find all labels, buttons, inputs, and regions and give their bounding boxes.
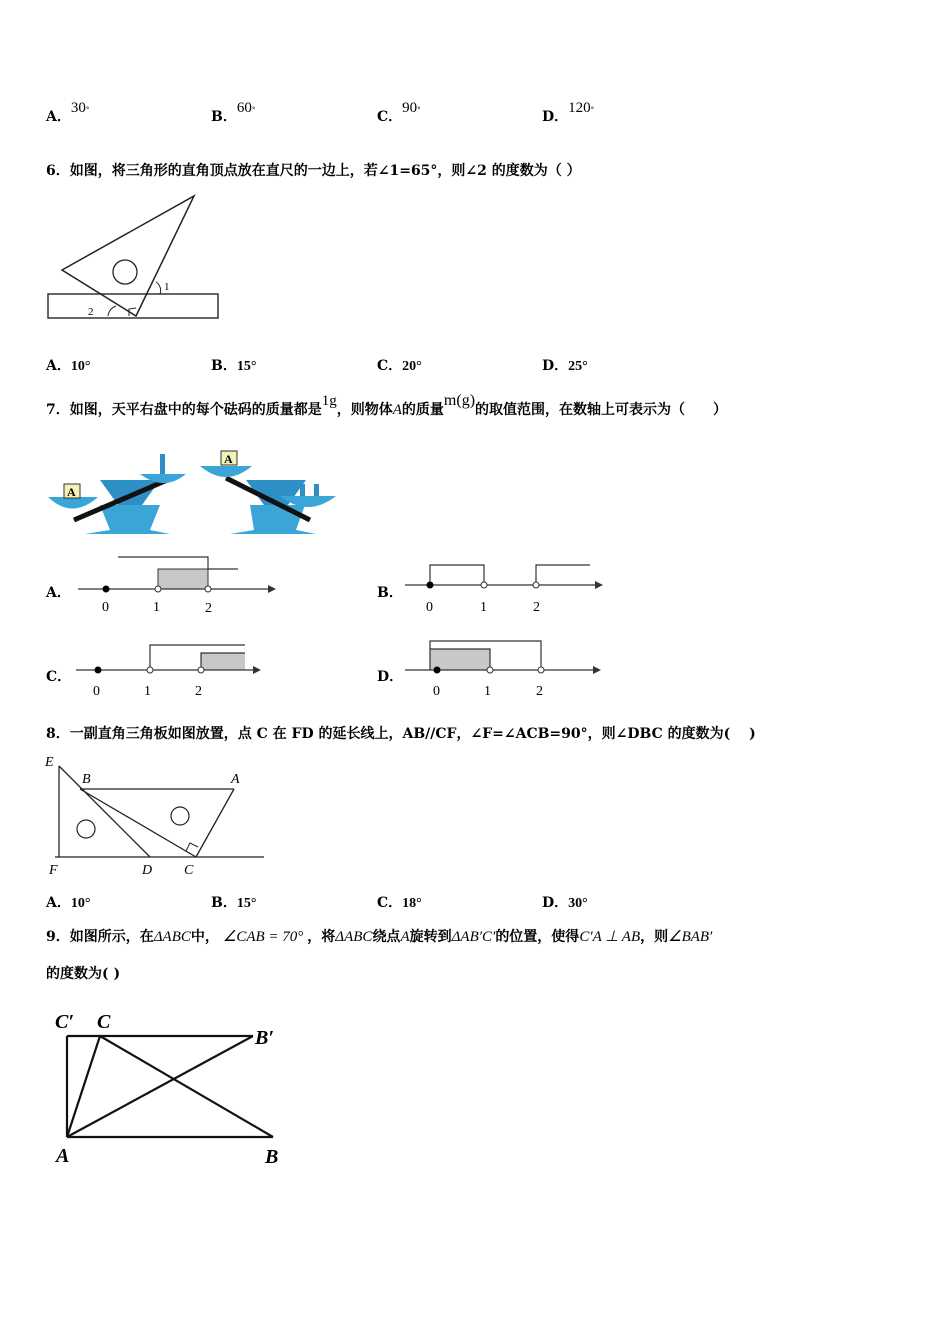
svg-text:F: F — [49, 863, 58, 878]
svg-text:0: 0 — [433, 684, 440, 699]
svg-text:0: 0 — [102, 600, 109, 615]
q7-option-c-letter: C． — [46, 669, 72, 685]
q6-option-c: C．20° — [377, 358, 422, 374]
svg-text:A: A — [231, 772, 240, 787]
q9-question-text: 9．如图所示，在ΔABC中， ∠CAB = 70° ，将ΔABC绕点A旋转到ΔAB′C′的位置，使得C′A ⊥ AB，则∠BAB′ — [46, 929, 713, 945]
svg-text:C′: C′ — [55, 1011, 74, 1033]
svg-text:2: 2 — [195, 684, 202, 699]
svg-text:A: A — [56, 1145, 70, 1167]
svg-text:2: 2 — [533, 600, 540, 615]
svg-text:1: 1 — [144, 684, 151, 699]
q6-option-a: A．10° — [46, 358, 91, 374]
q5-option-c: C．90° — [377, 100, 421, 125]
q9-question-text-line2: 的度数为( ) — [46, 966, 121, 982]
q6-option-b: B．15° — [211, 358, 257, 374]
q8-question-text: 8．一副直角三角板如图放置，点 C 在 FD 的延长线上，AB//CF，∠F=∠ACB=90°，则∠DBC 的度数为( ) — [46, 726, 756, 742]
q7-block-label-left: A — [67, 485, 76, 499]
q6-question-text: 6．如图，将三角形的直角顶点放在直尺的一边上，若∠1=65°，则∠2 的度数为（ ） — [46, 163, 581, 179]
svg-text:0: 0 — [93, 684, 100, 699]
q5-option-a: A．30° — [46, 100, 90, 125]
svg-text:2: 2 — [536, 684, 543, 699]
svg-text:1: 1 — [484, 684, 491, 699]
q6-angle1-label: 1 — [164, 281, 170, 293]
q7-question-text: 7．如图，天平右盘中的每个砝码的质量都是1g，则物体A的质量m(g)的取值范围，在数轴上可表示为（ ） — [46, 392, 728, 418]
q8-option-b: B．15° — [211, 895, 257, 911]
q5-option-d: D．120° — [542, 100, 595, 125]
q5-option-b: B．60° — [211, 100, 256, 125]
svg-text:B: B — [265, 1146, 279, 1168]
svg-text:C: C — [97, 1011, 111, 1033]
svg-text:0: 0 — [426, 600, 433, 615]
svg-text:B′: B′ — [255, 1027, 274, 1049]
svg-text:1: 1 — [153, 600, 160, 615]
q7-block-label-right: A — [224, 452, 233, 466]
q7-option-d-letter: D． — [377, 669, 404, 685]
q8-option-c: C．18° — [377, 895, 422, 911]
svg-text:B: B — [82, 772, 91, 787]
svg-text:1: 1 — [480, 600, 487, 615]
svg-text:2: 2 — [205, 601, 212, 616]
q8-option-a: A．10° — [46, 895, 91, 911]
svg-text:C: C — [184, 863, 194, 878]
q6-option-d: D．25° — [542, 358, 588, 374]
q6-angle2-label: 2 — [88, 306, 94, 318]
q8-option-d: D．30° — [542, 895, 588, 911]
svg-text:E: E — [45, 755, 54, 770]
q7-option-b-letter: B． — [377, 585, 403, 601]
svg-text:D: D — [142, 863, 153, 878]
q7-option-a-letter: A． — [46, 585, 71, 601]
